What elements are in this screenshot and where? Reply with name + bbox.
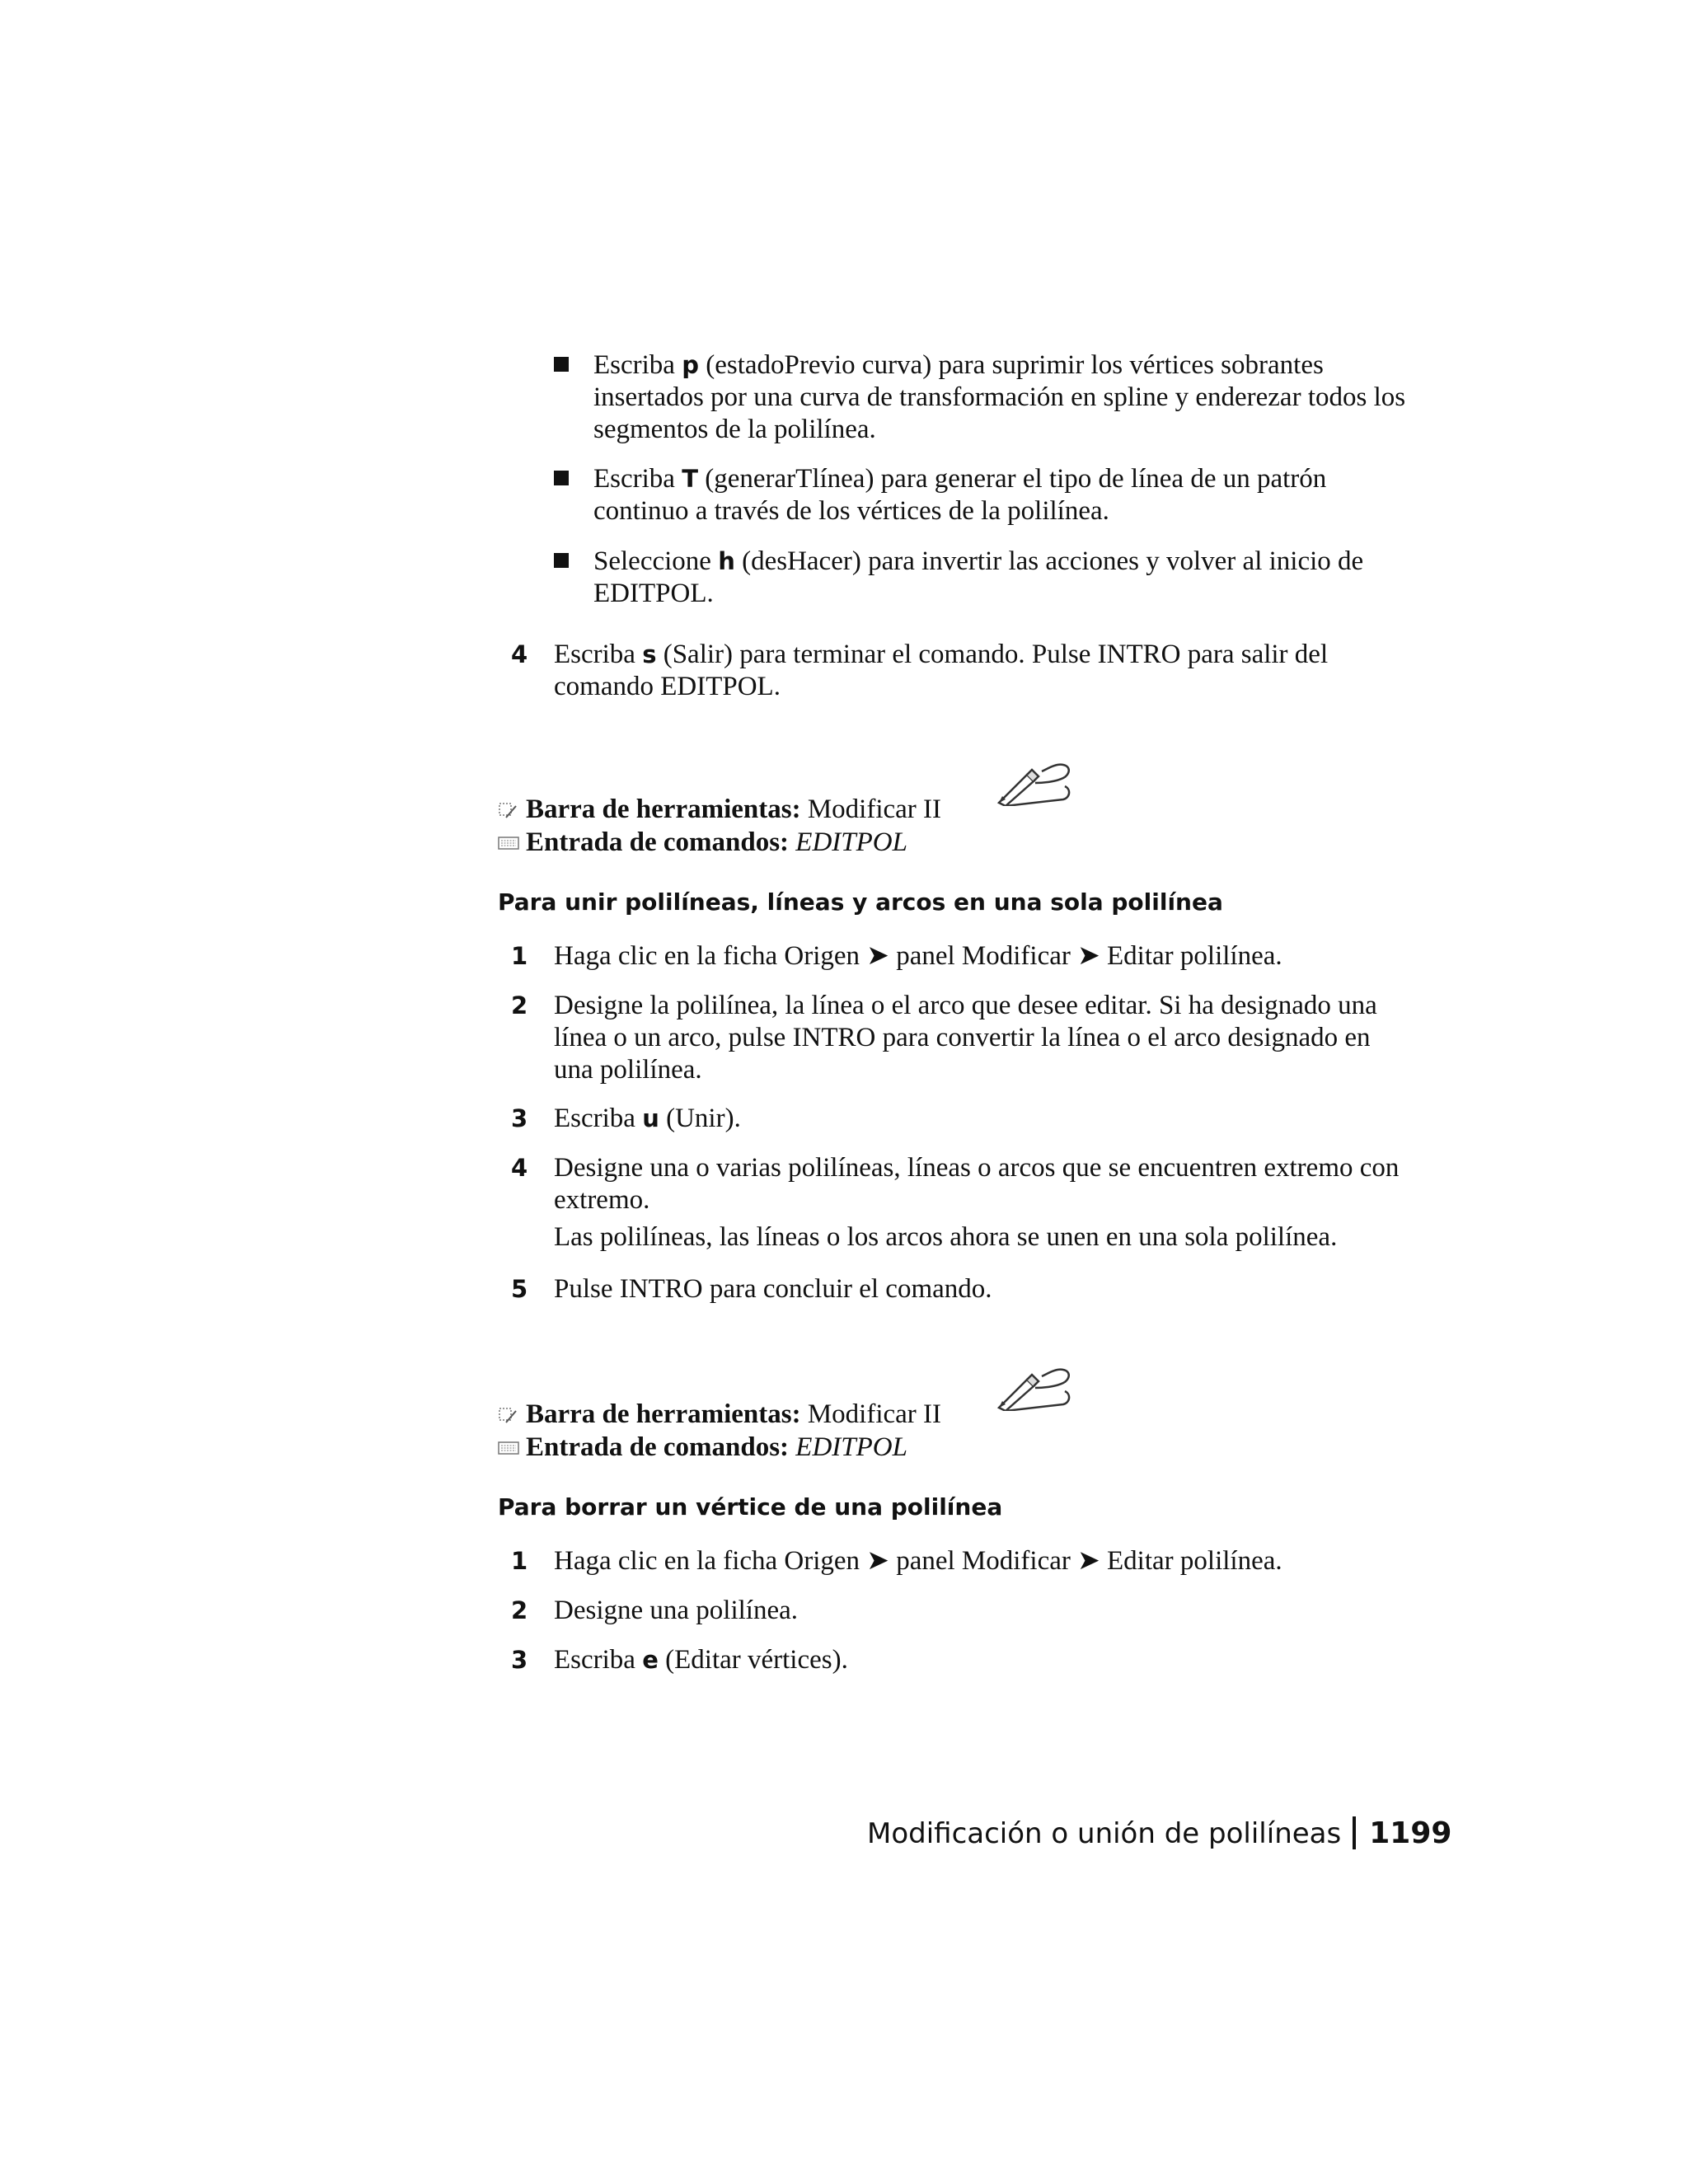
bullet-marker [554,471,569,485]
step-number: 3 [511,1104,528,1132]
toolbar-access-row [498,1398,941,1431]
footer-divider [1353,1816,1356,1849]
page-number: 1199 [1369,1816,1452,1850]
bullet-marker [554,357,569,372]
step-number: 4 [511,1154,528,1182]
section-heading: Para borrar un vértice de una polilínea [498,1493,1003,1521]
keyboard-icon [498,834,519,852]
step-number: 5 [511,1275,528,1303]
edit-polyline-pencil-icon [994,760,1073,806]
step-number: 4 [511,640,528,668]
toolbar-label: Barra de herramientas: [526,1399,801,1429]
toolbar-value: Modificar II [800,794,942,824]
step-number: 2 [511,991,528,1019]
toolbar-icon [498,1406,519,1424]
section-heading: Para unir polilíneas, líneas y arcos en una sola polilínea [498,888,1223,916]
command-label: Entrada de comandos: [526,827,790,857]
command-access-row [498,1431,907,1464]
bullet-marker [554,553,569,568]
toolbar-value: Modificar II [800,1399,942,1429]
step-number: 2 [511,1596,528,1624]
toolbar-label: Barra de herramientas: [526,794,801,824]
step-number: 3 [511,1646,528,1674]
command-access-row [498,826,907,859]
edit-polyline-pencil-icon [994,1365,1073,1411]
step-number: 1 [511,942,528,970]
command-value: EDITPOL [795,827,907,857]
command-value: EDITPOL [795,1432,907,1462]
keyboard-icon [498,1439,519,1457]
footer-title: Modificación o unión de polilíneas [867,1817,1342,1850]
page-footer [867,1816,1451,1852]
toolbar-access-row [498,793,941,826]
command-label: Entrada de comandos: [526,1432,790,1462]
step-number: 1 [511,1547,528,1575]
toolbar-icon [498,801,519,819]
